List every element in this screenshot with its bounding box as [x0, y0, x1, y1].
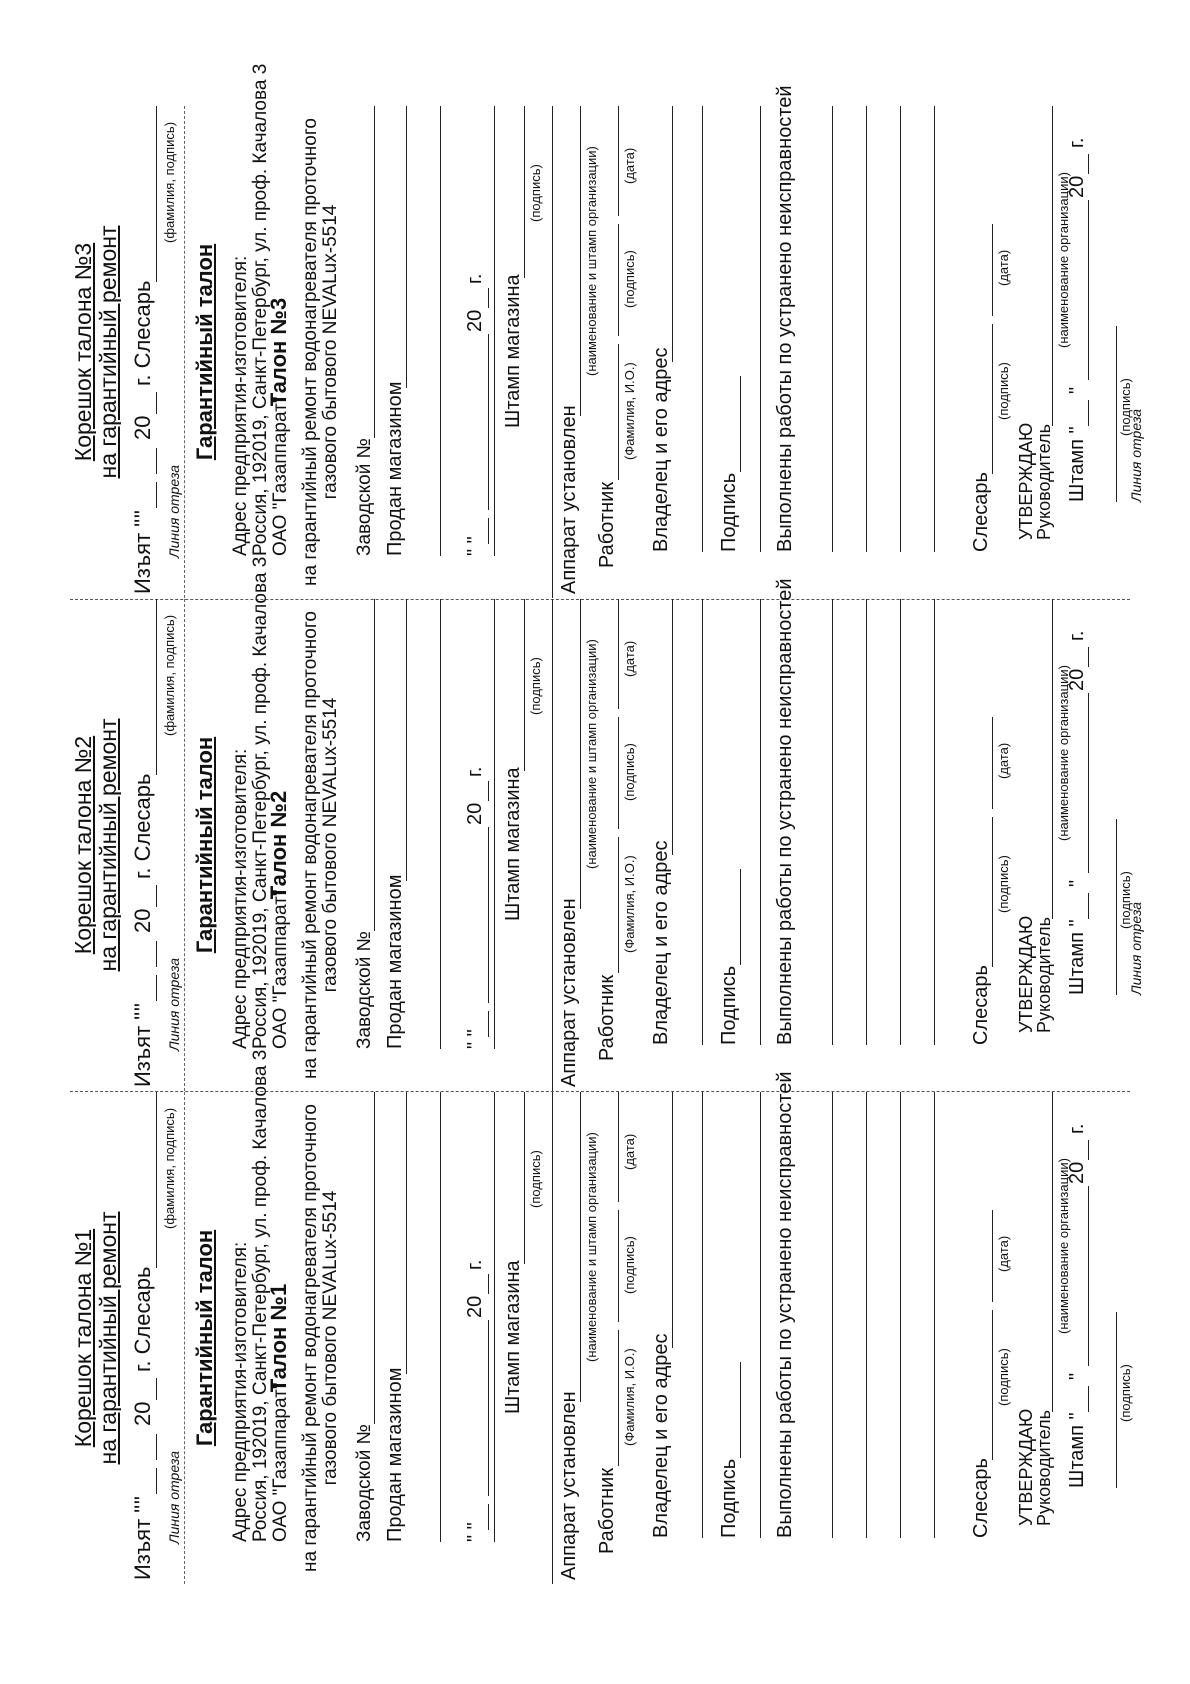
cut-line-label-bottom: Линия отреза — [1128, 408, 1144, 502]
locksmith-label: Слесарь — [970, 1458, 992, 1538]
sale-year-blank[interactable] — [488, 1274, 489, 1294]
installed-org-blank[interactable] — [580, 106, 581, 416]
shop-stamp-label: Штамп магазина — [502, 274, 524, 428]
manufacturer-address-label: Адрес предприятия-изготовителя: — [230, 748, 251, 1049]
purpose-line-2: газового бытового NEVALux-5514 — [320, 204, 341, 500]
owner-blank-2[interactable] — [702, 106, 703, 552]
installed-org-hint: (наименование и штамп организации) — [584, 1132, 599, 1362]
talon-number: Талон №1 — [266, 1283, 291, 1393]
sign-separator — [760, 106, 761, 552]
worker-signature-blank[interactable] — [618, 717, 619, 829]
sold-by-blank[interactable] — [406, 599, 407, 881]
stamp-year: 20 — [1066, 668, 1088, 691]
purpose-line-2: газового бытового NEVALux-5514 — [320, 1190, 341, 1486]
stamp-quote: " — [1066, 386, 1088, 394]
repair-line[interactable] — [832, 1092, 833, 1538]
talon-number: Талон №3 — [266, 297, 291, 407]
sale-separator — [494, 1092, 495, 1542]
sign-separator — [760, 599, 761, 1045]
installed-org-hint: (наименование и штамп организации) — [584, 639, 599, 869]
owner-label: Владелец и его адрес — [650, 1333, 672, 1538]
installed-label: Аппарат установлен — [558, 898, 580, 1087]
withdrawn-label: Изъят " — [130, 518, 155, 594]
stamp-day-blank[interactable] — [1088, 400, 1089, 426]
sale-day-blank[interactable] — [488, 518, 489, 544]
sale-year: 20 — [464, 802, 486, 825]
locksmith-label: Слесарь — [970, 965, 992, 1045]
sold-by-blank-2[interactable] — [440, 599, 441, 1049]
manufacturer-address: Россия, 192019, Санкт-Петербург, ул. проф. Качалова 3 — [250, 1049, 271, 1542]
shop-stamp-signature-blank[interactable] — [524, 599, 525, 771]
installed-org-hint: (наименование и штамп организации) — [584, 146, 599, 376]
worker-name-hint: (Фамилия, И.О.) — [622, 362, 637, 460]
stub-subtitle: на гарантийный ремонт — [95, 225, 121, 479]
stamp-quote: " — [1066, 879, 1088, 887]
horizontal-cut-line-top — [184, 106, 185, 598]
worker-signature-hint: (подпись) — [622, 743, 637, 801]
org-name-hint: (наименование организации) — [1056, 172, 1071, 348]
repair-line[interactable] — [832, 106, 833, 552]
sale-year: 20 — [464, 1295, 486, 1318]
stamp-g: г. — [1066, 1123, 1088, 1134]
purpose-line-1: на гарантийный ремонт водонагревателя проточного — [300, 118, 321, 586]
sale-year: 20 — [464, 309, 486, 332]
head-org-blank[interactable] — [1052, 106, 1053, 426]
cut-line-label-bottom: Линия отреза — [1128, 901, 1144, 995]
worker-date-hint: (дата) — [622, 147, 637, 184]
stamp-year: 20 — [1066, 175, 1088, 198]
stamp-g: г. — [1066, 630, 1088, 641]
withdrawn-label: Изъят " — [130, 1504, 155, 1580]
sale-separator — [494, 106, 495, 556]
repair-line[interactable] — [866, 106, 867, 552]
sign-blank[interactable] — [740, 869, 741, 965]
worker-name-blank[interactable] — [618, 344, 619, 480]
sold-by-blank-2[interactable] — [440, 106, 441, 556]
worker-signature-hint: (подпись) — [622, 250, 637, 308]
head-label: Руководитель — [1034, 917, 1054, 1033]
worker-signature-blank[interactable] — [618, 224, 619, 336]
stamp-signature-hint: (подпись) — [1118, 378, 1133, 436]
stamp-month-blank[interactable] — [1088, 200, 1089, 380]
month-blank[interactable] — [156, 1434, 157, 1460]
org-name-hint: (наименование организации) — [1056, 1158, 1071, 1334]
cut-line-label-top: Линия отреза — [166, 1450, 182, 1544]
locksmith-signature-blank[interactable] — [156, 106, 157, 282]
owner-blank[interactable] — [672, 1092, 673, 1348]
sign-label: Подпись — [718, 965, 740, 1045]
repairs-label: Выполнены работы по устранено неисправностей — [774, 578, 796, 1045]
stamp-signature-blank[interactable] — [1116, 1312, 1117, 1488]
name-signature-hint: (фамилия, подпись) — [162, 1107, 177, 1229]
stamp-signature-blank[interactable] — [1116, 326, 1117, 502]
owner-blank[interactable] — [672, 599, 673, 855]
sale-date-quotes: " " — [464, 536, 486, 556]
name-signature-hint: (фамилия, подпись) — [162, 121, 177, 243]
sale-g: г. — [464, 766, 486, 777]
locksmith-sign-blank[interactable] — [992, 324, 993, 474]
owner-blank-2[interactable] — [702, 1092, 703, 1538]
worker-name-hint: (Фамилия, И.О.) — [622, 1348, 637, 1446]
manufacturer-name: ОАО "Газаппарат" — [270, 889, 291, 1049]
stamp-label: Штамп " — [1066, 919, 1088, 995]
section-divider — [552, 1092, 553, 1584]
sale-month-blank[interactable] — [488, 827, 489, 1003]
withdrawn-quote: " — [130, 1496, 155, 1504]
sign-separator — [760, 1092, 761, 1538]
locksmith-signature-hint: (подпись) — [996, 362, 1011, 420]
shop-signature-hint: (подпись) — [528, 657, 543, 715]
sale-month-blank[interactable] — [488, 334, 489, 510]
locksmith-date-blank[interactable] — [992, 717, 993, 809]
locksmith-date-hint: (дата) — [996, 742, 1011, 779]
manufacturer-name: ОАО "Газаппарат" — [270, 396, 291, 556]
shop-stamp-label: Штамп магазина — [502, 767, 524, 921]
stub-title: Корешок талона №1 — [70, 1228, 96, 1448]
withdrawn-year: 20 — [130, 908, 155, 933]
coupon-3 — [70, 63, 1144, 598]
coupon-2 — [70, 556, 1144, 1091]
locksmith-date-blank[interactable] — [992, 1210, 993, 1302]
serial-label: Заводской № — [354, 930, 375, 1049]
stamp-month-blank[interactable] — [1088, 1186, 1089, 1366]
cut-line-label-top: Линия отреза — [166, 464, 182, 558]
sale-separator — [494, 599, 495, 1049]
withdrawn-year: 20 — [130, 415, 155, 440]
withdrawn-quote: " — [130, 1003, 155, 1011]
repairs-label: Выполнены работы по устранено неисправностей — [774, 1071, 796, 1538]
month-blank[interactable] — [156, 941, 157, 967]
sale-g: г. — [464, 1259, 486, 1270]
sale-year-blank[interactable] — [488, 781, 489, 801]
warranty-sheet — [70, 63, 1144, 1584]
worker-name-blank[interactable] — [618, 1330, 619, 1466]
owner-blank-2[interactable] — [702, 599, 703, 1045]
month-blank[interactable] — [156, 448, 157, 474]
talon-number: Талон №2 — [266, 790, 291, 900]
locksmith-date-hint: (дата) — [996, 249, 1011, 286]
repair-line[interactable] — [866, 599, 867, 1045]
section-divider — [552, 599, 553, 1091]
horizontal-cut-line-top — [184, 1092, 185, 1584]
stub-subtitle: на гарантийный ремонт — [95, 1211, 121, 1465]
withdrawn-quote: " — [130, 510, 155, 518]
sale-year-blank[interactable] — [488, 288, 489, 308]
warranty-title: Гарантийный талон — [192, 243, 217, 461]
day-blank[interactable] — [156, 975, 157, 1001]
withdrawn-label: Изъят " — [130, 1011, 155, 1087]
repair-line[interactable] — [900, 106, 901, 552]
stamp-signature-hint: (подпись) — [1118, 871, 1133, 929]
locksmith-label: Слесарь — [970, 472, 992, 552]
sale-day-blank[interactable] — [488, 1011, 489, 1037]
stamp-year: 20 — [1066, 1161, 1088, 1184]
shop-stamp-signature-blank[interactable] — [524, 106, 525, 278]
stamp-year-blank[interactable] — [1088, 1140, 1089, 1160]
worker-signature-blank[interactable] — [618, 1210, 619, 1322]
repair-line[interactable] — [934, 106, 935, 552]
purpose-line-2: газового бытового NEVALux-5514 — [320, 697, 341, 993]
head-org-blank[interactable] — [1052, 599, 1053, 919]
installed-org-blank[interactable] — [580, 1092, 581, 1402]
day-blank[interactable] — [156, 1468, 157, 1494]
worker-date-hint: (дата) — [622, 640, 637, 677]
worker-label: Работник — [596, 1467, 618, 1554]
stamp-g: г. — [1066, 137, 1088, 148]
stamp-year-blank[interactable] — [1088, 154, 1089, 174]
locksmith-date-hint: (дата) — [996, 1235, 1011, 1272]
sign-label: Подпись — [718, 1458, 740, 1538]
sale-date-quotes: " " — [464, 1522, 486, 1542]
sold-by-label: Продан магазином — [384, 1367, 406, 1542]
sold-by-blank-2[interactable] — [440, 1092, 441, 1542]
worker-date-blank[interactable] — [618, 106, 619, 216]
sign-label: Подпись — [718, 472, 740, 552]
stamp-month-blank[interactable] — [1088, 693, 1089, 873]
locksmith-signature-blank[interactable] — [156, 1092, 157, 1268]
stamp-signature-blank[interactable] — [1116, 819, 1117, 995]
locksmith-signature-blank[interactable] — [156, 599, 157, 775]
stamp-label: Штамп " — [1066, 1412, 1088, 1488]
year-blank[interactable] — [156, 1378, 157, 1400]
locksmith-sign-blank[interactable] — [992, 817, 993, 967]
approve-label: УТВЕРЖДАЮ — [1016, 915, 1036, 1033]
warranty-title: Гарантийный талон — [192, 736, 217, 954]
locksmith-date-blank[interactable] — [992, 224, 993, 316]
withdrawn-year: 20 — [130, 1401, 155, 1426]
shop-signature-hint: (подпись) — [528, 1150, 543, 1208]
worker-label: Работник — [596, 481, 618, 568]
warranty-title: Гарантийный талон — [192, 1229, 217, 1447]
stamp-day-blank[interactable] — [1088, 893, 1089, 919]
stamp-quote: " — [1066, 1372, 1088, 1380]
cut-line-label-top: Линия отреза — [166, 957, 182, 1051]
purpose-line-1: на гарантийный ремонт водонагревателя проточного — [300, 1104, 321, 1572]
name-signature-hint: (фамилия, подпись) — [162, 614, 177, 736]
sold-by-blank[interactable] — [406, 1092, 407, 1374]
stamp-year-blank[interactable] — [1088, 647, 1089, 667]
serial-blank[interactable] — [374, 1092, 375, 1424]
manufacturer-address-label: Адрес предприятия-изготовителя: — [230, 1241, 251, 1542]
repair-line[interactable] — [934, 599, 935, 1045]
org-name-hint: (наименование организации) — [1056, 665, 1071, 841]
worker-date-blank[interactable] — [618, 1092, 619, 1202]
worker-name-hint: (Фамилия, И.О.) — [622, 855, 637, 953]
repair-line[interactable] — [900, 1092, 901, 1538]
shop-stamp-label: Штамп магазина — [502, 1260, 524, 1414]
sold-by-label: Продан магазином — [384, 874, 406, 1049]
manufacturer-address-label: Адрес предприятия-изготовителя: — [230, 255, 251, 556]
sale-month-blank[interactable] — [488, 1320, 489, 1496]
repair-line[interactable] — [866, 1092, 867, 1538]
stub-subtitle: на гарантийный ремонт — [95, 718, 121, 972]
withdrawn-locksmith: г. Слесарь — [130, 280, 155, 386]
year-blank[interactable] — [156, 392, 157, 414]
serial-blank[interactable] — [374, 599, 375, 931]
coupon-1 — [70, 1049, 1133, 1584]
worker-name-blank[interactable] — [618, 837, 619, 973]
sign-blank[interactable] — [740, 376, 741, 472]
worker-date-blank[interactable] — [618, 599, 619, 709]
approve-label: УТВЕРЖДАЮ — [1016, 1408, 1036, 1526]
owner-blank[interactable] — [672, 106, 673, 362]
section-divider — [552, 106, 553, 598]
manufacturer-name: ОАО "Газаппарат" — [270, 1382, 291, 1542]
sale-day-blank[interactable] — [488, 1504, 489, 1530]
withdrawn-locksmith: г. Слесарь — [130, 1266, 155, 1372]
withdrawn-locksmith: г. Слесарь — [130, 773, 155, 879]
shop-stamp-signature-blank[interactable] — [524, 1092, 525, 1264]
repair-line[interactable] — [900, 599, 901, 1045]
worker-date-hint: (дата) — [622, 1133, 637, 1170]
worker-signature-hint: (подпись) — [622, 1236, 637, 1294]
stamp-signature-hint: (подпись) — [1118, 1364, 1133, 1422]
stub-title: Корешок талона №3 — [70, 242, 96, 462]
installed-label: Аппарат установлен — [558, 405, 580, 594]
manufacturer-address: Россия, 192019, Санкт-Петербург, ул. проф. Качалова 3 — [250, 63, 271, 556]
year-blank[interactable] — [156, 885, 157, 907]
repair-line[interactable] — [934, 1092, 935, 1538]
shop-signature-hint: (подпись) — [528, 164, 543, 222]
owner-label: Владелец и его адрес — [650, 347, 672, 552]
repairs-label: Выполнены работы по устранено неисправностей — [774, 85, 796, 552]
sold-by-blank[interactable] — [406, 106, 407, 388]
serial-label: Заводской № — [354, 1423, 375, 1542]
sale-g: г. — [464, 273, 486, 284]
approve-label: УТВЕРЖДАЮ — [1016, 422, 1036, 540]
installed-org-blank[interactable] — [580, 599, 581, 909]
serial-label: Заводской № — [354, 437, 375, 556]
locksmith-sign-blank[interactable] — [992, 1310, 993, 1460]
stub-title: Корешок талона №2 — [70, 735, 96, 955]
sale-date-quotes: " " — [464, 1029, 486, 1049]
installed-label: Аппарат установлен — [558, 1391, 580, 1580]
repair-line[interactable] — [832, 599, 833, 1045]
stamp-label: Штамп " — [1066, 426, 1088, 502]
locksmith-signature-hint: (подпись) — [996, 855, 1011, 913]
sign-blank[interactable] — [740, 1362, 741, 1458]
worker-label: Работник — [596, 974, 618, 1061]
horizontal-cut-line-top — [184, 599, 185, 1091]
owner-label: Владелец и его адрес — [650, 840, 672, 1045]
locksmith-signature-hint: (подпись) — [996, 1348, 1011, 1406]
serial-blank[interactable] — [374, 106, 375, 438]
purpose-line-1: на гарантийный ремонт водонагревателя проточного — [300, 611, 321, 1079]
sold-by-label: Продан магазином — [384, 381, 406, 556]
head-org-blank[interactable] — [1052, 1092, 1053, 1412]
head-label: Руководитель — [1034, 1410, 1054, 1526]
day-blank[interactable] — [156, 482, 157, 508]
manufacturer-address: Россия, 192019, Санкт-Петербург, ул. проф. Качалова 3 — [250, 556, 271, 1049]
head-label: Руководитель — [1034, 424, 1054, 540]
stamp-day-blank[interactable] — [1088, 1386, 1089, 1412]
